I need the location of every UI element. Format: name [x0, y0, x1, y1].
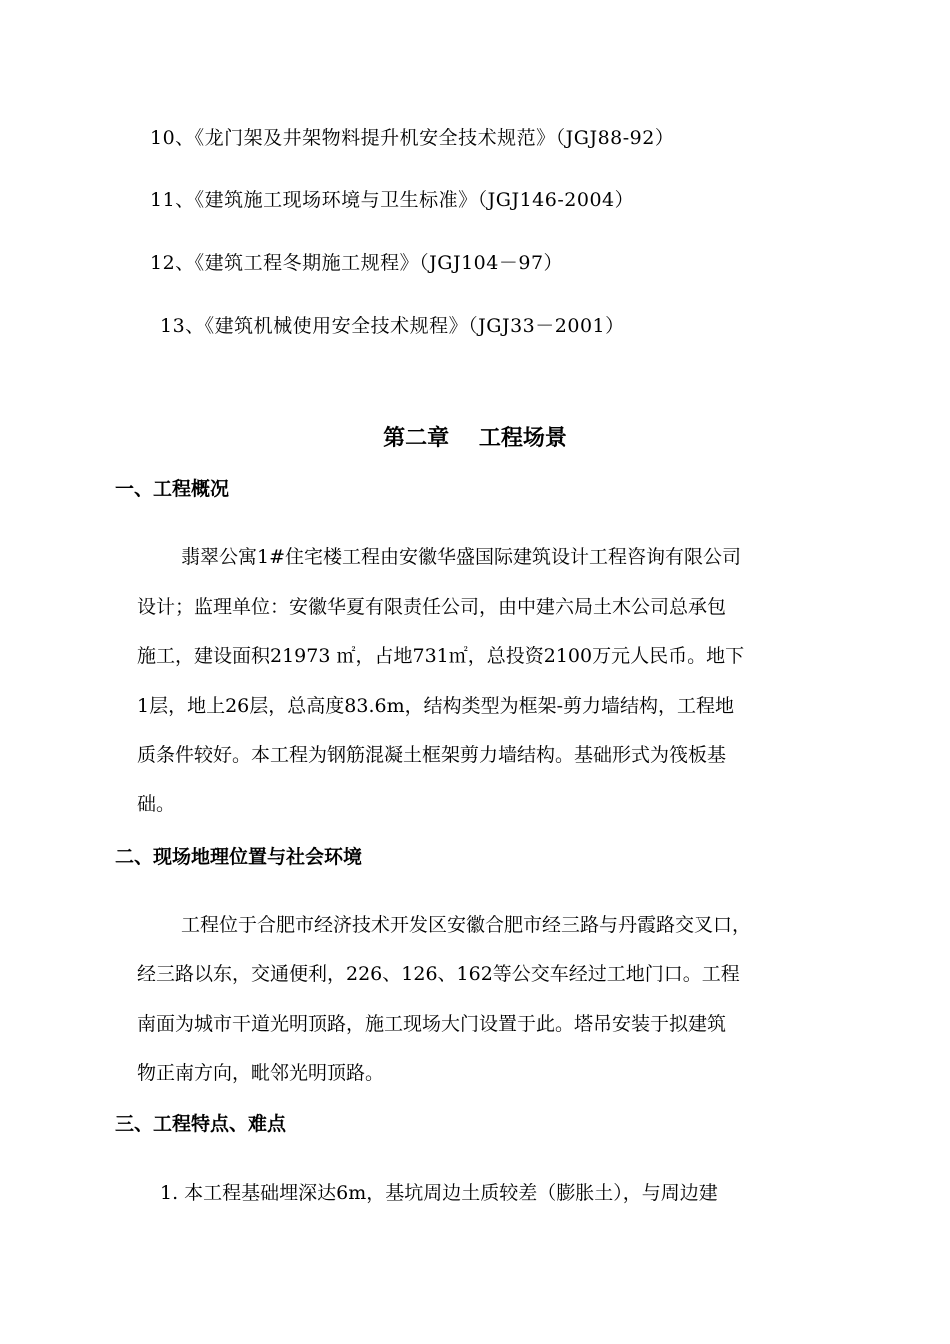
paragraph-line: 质条件较好。本工程为钢筋混凝土框架剪力墙结构。基础形式为筏板基	[137, 744, 727, 766]
section-heading: 一、工程概况	[115, 478, 230, 500]
reference-item: 13、《建筑机械使用安全技术规程》（JGJ33－2001）	[160, 315, 625, 337]
section-heading: 二、现场地理位置与社会环境	[115, 846, 363, 868]
paragraph-line: 经三路以东，交通便利，226、126、162等公交车经过工地门口。工程	[137, 963, 740, 985]
paragraph-line: 南面为城市干道光明顶路，施工现场大门设置于此。塔吊安装于拟建筑	[137, 1013, 727, 1035]
paragraph-line: 设计；监理单位：安徽华夏有限责任公司，由中建六局土木公司总承包	[137, 596, 727, 618]
section-heading: 三、工程特点、难点	[115, 1113, 287, 1135]
paragraph-line: 1. 本工程基础埋深达6m，基坑周边土质较差（膨胀土），与周边建	[160, 1182, 718, 1204]
paragraph-line: 施工，建设面积21973 ㎡，占地731㎡，总投资2100万元人民币。地下	[137, 645, 745, 667]
paragraph-line: 础。	[137, 793, 176, 815]
reference-item: 12、《建筑工程冬期施工规程》（JGJ104－97）	[150, 252, 564, 274]
paragraph-line: 工程位于合肥市经济技术开发区安徽合肥市经三路与丹霞路交叉口，	[181, 914, 752, 936]
paragraph-line: 物正南方向，毗邻光明顶路。	[137, 1062, 385, 1084]
paragraph-line: 1层，地上26层，总高度83.6m，结构类型为框架-剪力墙结构，工程地	[137, 695, 735, 717]
paragraph-line: 翡翠公寓1#住宅楼工程由安徽华盛国际建筑设计工程咨询有限公司	[181, 546, 742, 568]
reference-item: 11、《建筑施工现场环境与卫生标准》（JGJ146-2004）	[150, 189, 635, 211]
reference-item: 10、《龙门架及井架物料提升机安全技术规范》（JGJ88-92）	[150, 127, 675, 149]
chapter-title: 第二章 工程场景	[383, 426, 567, 451]
